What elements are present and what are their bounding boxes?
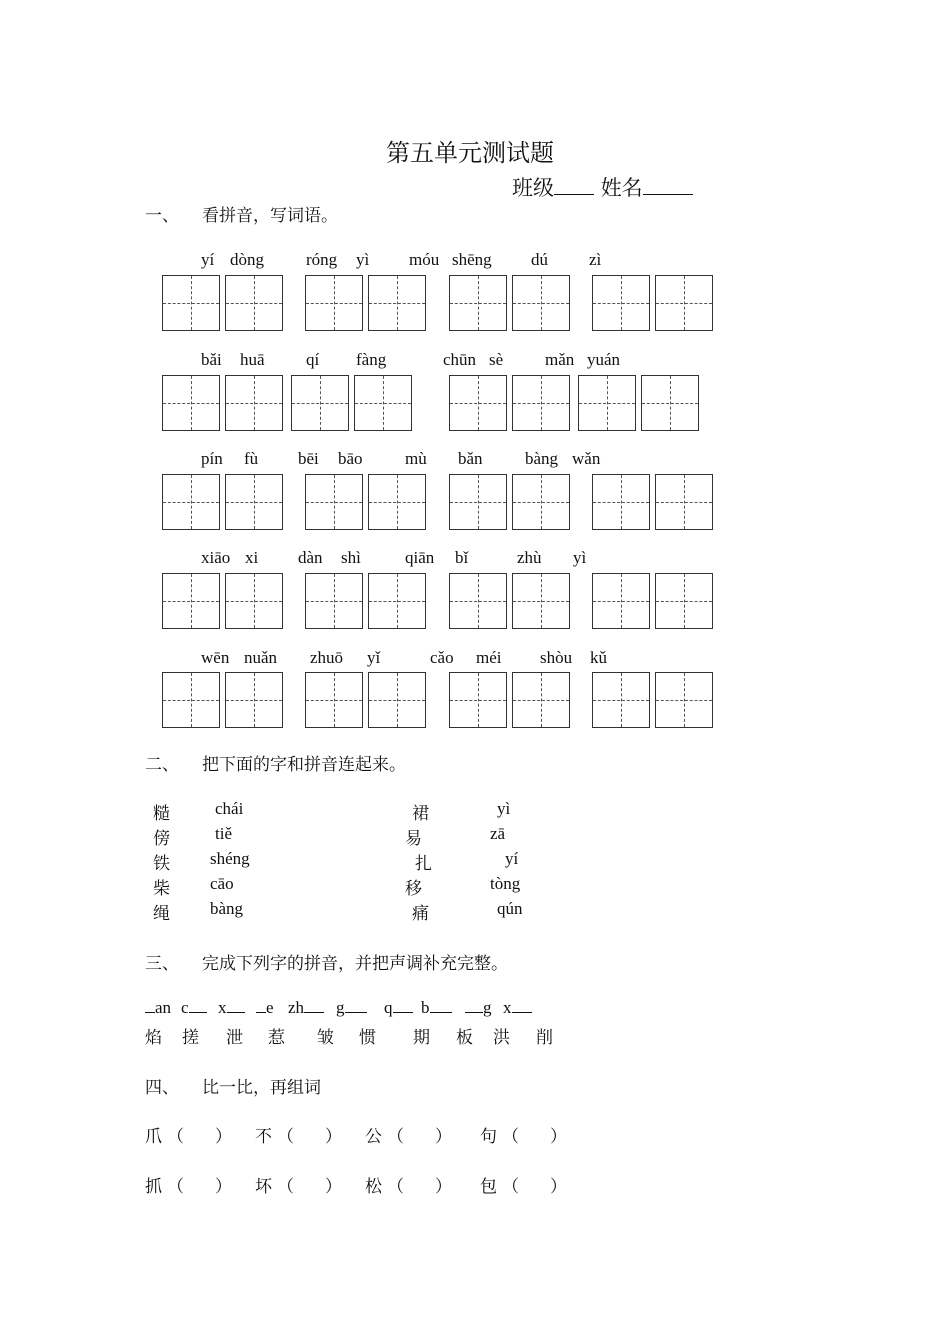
box-guide-horizontal bbox=[513, 303, 569, 304]
writing-box[interactable] bbox=[368, 474, 426, 530]
match-left-char[interactable]: 柴 bbox=[153, 879, 170, 899]
pinyin-fragment[interactable] bbox=[421, 998, 452, 1018]
box-guide-horizontal bbox=[369, 502, 425, 503]
writing-box[interactable] bbox=[655, 672, 713, 728]
fill-blank[interactable] bbox=[189, 998, 207, 1013]
writing-box[interactable] bbox=[449, 672, 507, 728]
pinyin-syllable: shòu bbox=[540, 648, 573, 667]
box-guide-horizontal bbox=[163, 403, 219, 404]
box-guide-horizontal bbox=[656, 303, 712, 304]
match-right-char[interactable]: 易 bbox=[405, 829, 422, 849]
section1-instruction: 看拼音，写词语。 bbox=[202, 206, 338, 226]
pinyin-syllable: dàn bbox=[298, 548, 323, 567]
close-paren: ） bbox=[435, 1127, 452, 1147]
box-guide-horizontal bbox=[450, 303, 506, 304]
pinyin-fragment[interactable] bbox=[384, 998, 413, 1018]
match-left-pinyin[interactable]: tiě bbox=[215, 824, 232, 843]
fill-blank[interactable] bbox=[145, 998, 155, 1013]
pinyin-syllable: zhuō bbox=[310, 648, 344, 667]
box-guide-horizontal bbox=[593, 700, 649, 701]
fill-blank[interactable] bbox=[430, 998, 452, 1013]
box-guide-horizontal bbox=[226, 502, 282, 503]
student-info bbox=[512, 172, 693, 202]
word-answer-blank[interactable] bbox=[185, 1172, 213, 1192]
box-guide-horizontal bbox=[656, 700, 712, 701]
writing-box[interactable] bbox=[449, 275, 507, 331]
match-right-char[interactable]: 痛 bbox=[412, 904, 429, 924]
writing-box[interactable] bbox=[449, 474, 507, 530]
box-guide-horizontal bbox=[306, 303, 362, 304]
pinyin-syllable: róng bbox=[306, 250, 338, 269]
pinyin-syllable: qiān bbox=[405, 548, 435, 567]
box-guide-horizontal bbox=[450, 601, 506, 602]
section4-number: 四、 bbox=[145, 1078, 179, 1098]
pinyin-syllable: nuǎn bbox=[244, 648, 278, 667]
writing-box[interactable] bbox=[305, 275, 363, 331]
close-paren: ） bbox=[325, 1127, 342, 1147]
section3-char: 期 bbox=[413, 1028, 430, 1048]
compare-char: 句 bbox=[480, 1127, 497, 1147]
pinyin-syllable: dòng bbox=[230, 250, 264, 269]
writing-box[interactable] bbox=[162, 474, 220, 530]
box-guide-horizontal bbox=[593, 601, 649, 602]
box-guide-horizontal bbox=[450, 403, 506, 404]
section3-char: 板 bbox=[456, 1028, 473, 1048]
section3-char: 皱 bbox=[317, 1028, 334, 1048]
writing-box[interactable] bbox=[305, 573, 363, 629]
box-guide-horizontal bbox=[513, 601, 569, 602]
match-left-char[interactable]: 铁 bbox=[153, 854, 170, 874]
box-guide-horizontal bbox=[306, 700, 362, 701]
match-right-pinyin[interactable]: yì bbox=[497, 799, 511, 818]
box-guide-horizontal bbox=[369, 601, 425, 602]
word-answer-blank[interactable] bbox=[405, 1122, 433, 1142]
writing-box[interactable] bbox=[578, 375, 636, 431]
open-paren: （ bbox=[277, 1127, 294, 1147]
pinyin-syllable: yí bbox=[201, 250, 215, 269]
pinyin-syllable: yì bbox=[356, 250, 370, 269]
fill-blank[interactable] bbox=[345, 998, 367, 1013]
section3-char: 焰 bbox=[145, 1028, 162, 1048]
pinyin-syllable: bǎn bbox=[458, 449, 483, 468]
writing-box[interactable] bbox=[162, 672, 220, 728]
compare-char: 坏 bbox=[255, 1177, 272, 1197]
match-left-pinyin[interactable]: cāo bbox=[210, 874, 234, 893]
name-blank[interactable] bbox=[643, 176, 693, 195]
pinyin-syllable: wēn bbox=[201, 648, 230, 667]
box-guide-horizontal bbox=[369, 700, 425, 701]
compare-char: 爪 bbox=[145, 1127, 162, 1147]
writing-box[interactable] bbox=[225, 275, 283, 331]
box-guide-horizontal bbox=[226, 403, 282, 404]
box-guide-horizontal bbox=[513, 502, 569, 503]
match-left-pinyin[interactable]: bàng bbox=[210, 899, 244, 918]
writing-box[interactable] bbox=[368, 573, 426, 629]
class-label: 班级 bbox=[512, 176, 554, 200]
box-guide-horizontal bbox=[292, 403, 348, 404]
name-label: 姓名 bbox=[600, 176, 643, 200]
pinyin-syllable: bǎi bbox=[201, 350, 222, 369]
pinyin-syllable: sè bbox=[489, 350, 504, 369]
fill-blank[interactable] bbox=[304, 998, 324, 1013]
box-guide-horizontal bbox=[450, 502, 506, 503]
box-guide-horizontal bbox=[306, 601, 362, 602]
pinyin-fragment[interactable] bbox=[503, 998, 532, 1018]
fill-blank[interactable] bbox=[512, 998, 532, 1013]
writing-box[interactable] bbox=[449, 573, 507, 629]
box-guide-horizontal bbox=[163, 502, 219, 503]
box-guide-horizontal bbox=[593, 502, 649, 503]
open-paren: （ bbox=[167, 1177, 184, 1197]
pinyin-fragment[interactable] bbox=[218, 998, 245, 1018]
box-guide-horizontal bbox=[355, 403, 411, 404]
pinyin-syllable: bàng bbox=[525, 449, 559, 468]
writing-box[interactable] bbox=[225, 474, 283, 530]
pinyin-syllable: wǎn bbox=[572, 449, 601, 468]
pinyin-syllable: móu bbox=[409, 250, 440, 269]
section4-instruction: 比一比，再组词 bbox=[202, 1078, 321, 1098]
pinyin-fragment[interactable] bbox=[288, 998, 324, 1018]
section2-instruction: 把下面的字和拼音连起来。 bbox=[202, 755, 406, 775]
pinyin-fragment[interactable] bbox=[256, 998, 274, 1018]
match-right-pinyin[interactable]: qún bbox=[497, 899, 523, 918]
open-paren: （ bbox=[387, 1127, 404, 1147]
compare-char: 松 bbox=[365, 1177, 382, 1197]
match-left-char[interactable]: 傍 bbox=[153, 829, 170, 849]
match-left-pinyin[interactable]: shéng bbox=[210, 849, 250, 868]
compare-char: 包 bbox=[480, 1177, 497, 1197]
pinyin-syllable: chūn bbox=[443, 350, 477, 369]
pinyin-fragment[interactable] bbox=[465, 998, 492, 1018]
fragment-text: c bbox=[181, 998, 189, 1017]
box-guide-horizontal bbox=[656, 601, 712, 602]
fill-blank[interactable] bbox=[465, 998, 483, 1013]
box-guide-horizontal bbox=[593, 303, 649, 304]
word-answer-blank[interactable] bbox=[520, 1172, 548, 1192]
pinyin-syllable: fù bbox=[244, 449, 259, 468]
pinyin-syllable: shì bbox=[341, 548, 361, 567]
writing-box[interactable] bbox=[512, 275, 570, 331]
writing-box[interactable] bbox=[512, 672, 570, 728]
open-paren: （ bbox=[502, 1127, 519, 1147]
pinyin-syllable: mǎn bbox=[545, 350, 575, 369]
writing-box[interactable] bbox=[655, 275, 713, 331]
section3-char: 惯 bbox=[359, 1028, 376, 1048]
box-guide-horizontal bbox=[579, 403, 635, 404]
open-paren: （ bbox=[277, 1177, 294, 1197]
word-answer-blank[interactable] bbox=[295, 1172, 323, 1192]
open-paren: （ bbox=[502, 1177, 519, 1197]
fragment-text: q bbox=[384, 998, 393, 1017]
fragment-text: g bbox=[336, 998, 345, 1017]
match-right-char[interactable]: 移 bbox=[405, 879, 422, 899]
word-answer-blank[interactable] bbox=[520, 1122, 548, 1142]
box-guide-horizontal bbox=[163, 700, 219, 701]
writing-box[interactable] bbox=[512, 375, 570, 431]
writing-box[interactable] bbox=[162, 573, 220, 629]
fragment-text: zh bbox=[288, 998, 305, 1017]
pinyin-syllable: yuán bbox=[587, 350, 621, 369]
writing-box[interactable] bbox=[291, 375, 349, 431]
open-paren: （ bbox=[167, 1127, 184, 1147]
writing-box[interactable] bbox=[354, 375, 412, 431]
class-blank[interactable] bbox=[554, 176, 594, 195]
fill-blank[interactable] bbox=[393, 998, 413, 1013]
pinyin-syllable: fàng bbox=[356, 350, 387, 369]
pinyin-fragment[interactable] bbox=[336, 998, 367, 1018]
writing-box[interactable] bbox=[655, 474, 713, 530]
box-guide-horizontal bbox=[642, 403, 698, 404]
pinyin-syllable: cǎo bbox=[430, 648, 454, 667]
writing-box[interactable] bbox=[225, 573, 283, 629]
writing-box[interactable] bbox=[592, 573, 650, 629]
pinyin-syllable: mù bbox=[405, 449, 427, 468]
section3-instruction: 完成下列字的拼音，并把声调补充完整。 bbox=[202, 954, 508, 974]
writing-box[interactable] bbox=[512, 474, 570, 530]
box-guide-horizontal bbox=[656, 502, 712, 503]
writing-box[interactable] bbox=[162, 275, 220, 331]
pinyin-syllable: qí bbox=[306, 350, 320, 369]
page-title: 第五单元测试题 bbox=[386, 139, 554, 167]
box-guide-horizontal bbox=[513, 700, 569, 701]
writing-box[interactable] bbox=[225, 375, 283, 431]
pinyin-syllable: pín bbox=[201, 449, 223, 468]
fill-blank[interactable] bbox=[227, 998, 245, 1013]
fill-blank[interactable] bbox=[256, 998, 266, 1013]
writing-box[interactable] bbox=[592, 672, 650, 728]
pinyin-syllable: yì bbox=[573, 548, 587, 567]
box-guide-horizontal bbox=[513, 403, 569, 404]
box-guide-horizontal bbox=[226, 303, 282, 304]
fragment-text: g bbox=[483, 998, 492, 1017]
writing-box[interactable] bbox=[655, 573, 713, 629]
section1-number: 一、 bbox=[145, 206, 179, 226]
pinyin-syllable: bǐ bbox=[455, 548, 469, 567]
match-right-pinyin[interactable]: zā bbox=[490, 824, 506, 843]
match-right-pinyin[interactable]: yí bbox=[505, 849, 519, 868]
pinyin-syllable: shēng bbox=[452, 250, 492, 269]
close-paren: ） bbox=[215, 1177, 232, 1197]
section2-number: 二、 bbox=[145, 755, 179, 775]
writing-box[interactable] bbox=[305, 474, 363, 530]
pinyin-fragment[interactable] bbox=[145, 998, 171, 1018]
writing-box[interactable] bbox=[641, 375, 699, 431]
writing-box[interactable] bbox=[592, 275, 650, 331]
box-guide-horizontal bbox=[306, 502, 362, 503]
writing-box[interactable] bbox=[592, 474, 650, 530]
box-guide-horizontal bbox=[369, 303, 425, 304]
section3-char: 洪 bbox=[493, 1028, 510, 1048]
writing-box[interactable] bbox=[368, 672, 426, 728]
fragment-text: b bbox=[421, 998, 430, 1017]
writing-box[interactable] bbox=[449, 375, 507, 431]
pinyin-fragment[interactable] bbox=[181, 998, 207, 1018]
section3-char: 泄 bbox=[226, 1028, 243, 1048]
close-paren: ） bbox=[550, 1127, 567, 1147]
box-guide-horizontal bbox=[226, 601, 282, 602]
pinyin-syllable: dú bbox=[531, 250, 548, 269]
compare-char: 公 bbox=[365, 1127, 382, 1147]
pinyin-syllable: yǐ bbox=[367, 648, 381, 667]
pinyin-syllable: huā bbox=[240, 350, 265, 369]
close-paren: ） bbox=[215, 1127, 232, 1147]
match-right-char[interactable]: 裙 bbox=[412, 804, 429, 824]
writing-box[interactable] bbox=[162, 375, 220, 431]
match-right-pinyin[interactable]: tòng bbox=[490, 874, 521, 893]
writing-box[interactable] bbox=[368, 275, 426, 331]
match-left-pinyin[interactable]: chái bbox=[215, 799, 244, 818]
word-answer-blank[interactable] bbox=[295, 1122, 323, 1142]
section3-char: 惹 bbox=[268, 1028, 285, 1048]
fragment-text: x bbox=[218, 998, 227, 1017]
close-paren: ） bbox=[550, 1177, 567, 1197]
box-guide-horizontal bbox=[226, 700, 282, 701]
pinyin-syllable: kǔ bbox=[590, 648, 607, 667]
section3-char: 削 bbox=[536, 1028, 553, 1048]
writing-box[interactable] bbox=[512, 573, 570, 629]
word-answer-blank[interactable] bbox=[185, 1122, 213, 1142]
fragment-text: x bbox=[503, 998, 512, 1017]
pinyin-syllable: bāo bbox=[338, 449, 363, 468]
close-paren: ） bbox=[325, 1177, 342, 1197]
pinyin-syllable: zhù bbox=[517, 548, 542, 567]
compare-char: 抓 bbox=[145, 1177, 162, 1197]
open-paren: （ bbox=[387, 1177, 404, 1197]
match-left-char[interactable]: 糙 bbox=[153, 804, 170, 824]
box-guide-horizontal bbox=[163, 303, 219, 304]
section3-number: 三、 bbox=[145, 954, 179, 974]
compare-char: 不 bbox=[255, 1127, 272, 1147]
writing-box[interactable] bbox=[305, 672, 363, 728]
pinyin-syllable: bēi bbox=[298, 449, 319, 468]
writing-box[interactable] bbox=[225, 672, 283, 728]
pinyin-syllable: xi bbox=[245, 548, 259, 567]
box-guide-horizontal bbox=[450, 700, 506, 701]
match-right-char[interactable]: 扎 bbox=[415, 854, 432, 874]
close-paren: ） bbox=[435, 1177, 452, 1197]
fragment-text: an bbox=[155, 998, 172, 1017]
fragment-text: e bbox=[266, 998, 274, 1017]
box-guide-horizontal bbox=[163, 601, 219, 602]
pinyin-syllable: méi bbox=[476, 648, 502, 667]
section3-char: 搓 bbox=[182, 1028, 199, 1048]
pinyin-syllable: zì bbox=[589, 250, 602, 269]
match-left-char[interactable]: 绳 bbox=[153, 904, 170, 924]
pinyin-syllable: xiāo bbox=[201, 548, 231, 567]
word-answer-blank[interactable] bbox=[405, 1172, 433, 1192]
